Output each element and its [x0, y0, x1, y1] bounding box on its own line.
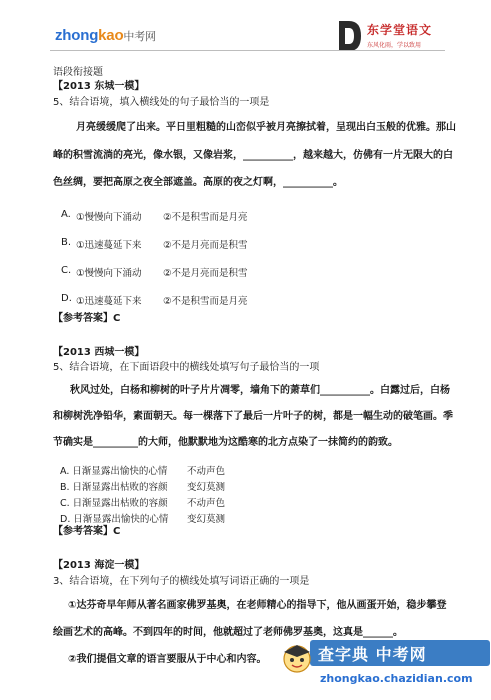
zhongkao-logo — [55, 27, 156, 44]
logo-part-kao: kao — [98, 27, 124, 44]
q3-stem: 3、结合语境，在下列句子的横线处填写词语正确的一项是 — [53, 576, 310, 587]
q2-option-first: D. 日渐显露出愉快的心情 — [60, 514, 169, 525]
q2-option-first: A. 日渐显露出愉快的心情 — [60, 466, 168, 477]
q3-source: 【2013 海淀一模】 — [53, 560, 145, 571]
q1-option-first: ①迅速蔓延下来 — [76, 240, 142, 251]
watermark-brand: 查字典 中考网 — [318, 645, 427, 664]
mascot-face-icon — [280, 640, 314, 674]
q1-option-second: ②不是积雪而是月亮 — [163, 212, 248, 223]
q1-option-letter: D. — [61, 293, 72, 304]
q1-option-second: ②不是积雪而是月亮 — [163, 296, 248, 307]
logo-subtitle: 东风化雨，学以致用 — [367, 42, 422, 49]
q1-option-first: ①迅速蔓延下来 — [76, 296, 142, 307]
logo-part-cn: 中考网 — [123, 31, 156, 43]
q1-option-first: ①慢慢向下涌动 — [76, 268, 142, 279]
q1-passage-line: 色丝绸，要把高原之夜全部遮盖。高原的夜之灯啊，__________。 — [53, 177, 343, 188]
q1-option-letter: A. — [61, 209, 71, 220]
page-header — [0, 0, 491, 64]
logo-title: 东学堂语文 — [367, 23, 433, 37]
q2-option-second: 变幻莫测 — [187, 482, 226, 493]
q3-passage-line: 绘画艺术的高峰。不到四年的时间，他就超过了老师佛罗基奥，这真是______。 — [53, 627, 403, 638]
header-divider — [50, 50, 445, 51]
q1-option-second: ②不是月亮而是积雪 — [163, 268, 248, 279]
q2-option-second: 变幻莫测 — [187, 514, 226, 525]
q1-source: 【2013 东城一模】 — [53, 81, 145, 92]
q2-passage-line: 和柳树洗净铅华，素面朝天。每一棵落下了最后一片叶子的树，都是一幅生动的破笔画。季 — [53, 411, 453, 422]
q1-passage-line: 月亮缓缓爬了出来。平日里粗糙的山峦似乎被月亮擦拭着，呈现出白玉般的优雅。那山 — [76, 122, 456, 133]
q2-passage-line: 节确实是_________的大师，他默默地为这酷寒的北方点染了一抹简约的韵致。 — [53, 437, 398, 448]
q1-passage-line: 峰的积雪流淌的亮光，像水银，又像岩浆，__________，越来越大，仿佛有一片无限大的白 — [53, 150, 453, 161]
d-mark-icon — [337, 19, 363, 53]
q1-answer: 【参考答案】C — [53, 313, 121, 324]
q2-option-second: 不动声色 — [187, 466, 226, 477]
q1-option-second: ②不是月亮而是积雪 — [163, 240, 248, 251]
q2-stem: 5、结合语境，在下面语段中的横线处填写句子最恰当的一项 — [53, 362, 320, 373]
q2-answer: 【参考答案】C — [53, 526, 121, 537]
q2-option-first: C. 日渐显露出枯败的容颜 — [60, 498, 168, 509]
q3-passage-line: ①达芬奇早年师从著名画家佛罗基奥，在老师精心的指导下，他从画蛋开始，稳步攀登 — [68, 600, 447, 611]
q2-passage-line: 秋风过处，白杨和柳树的叶子片片凋零，墙角下的萧草们__________。白露过后，白杨 — [70, 385, 450, 396]
chazidian-watermark — [280, 632, 491, 700]
q2-source: 【2013 西城一模】 — [53, 347, 145, 358]
q3-passage-line: ②我们提倡文章的语言要服从于中心和内容。 — [68, 654, 267, 665]
q2-option-second: 不动声色 — [187, 498, 226, 509]
q1-option-first: ①慢慢向下涌动 — [76, 212, 142, 223]
logo-part-zhong: zhong — [55, 27, 99, 44]
section-title: 语段衔接题 — [53, 67, 103, 78]
watermark-url: zhongkao.chazidian.com — [320, 672, 473, 685]
q1-option-letter: B. — [61, 237, 72, 248]
q2-option-first: B. 日渐显露出枯败的容颜 — [60, 482, 168, 493]
q1-stem: 5、结合语境，填入横线处的句子最恰当的一项是 — [53, 97, 270, 108]
q1-option-letter: C. — [61, 265, 72, 276]
